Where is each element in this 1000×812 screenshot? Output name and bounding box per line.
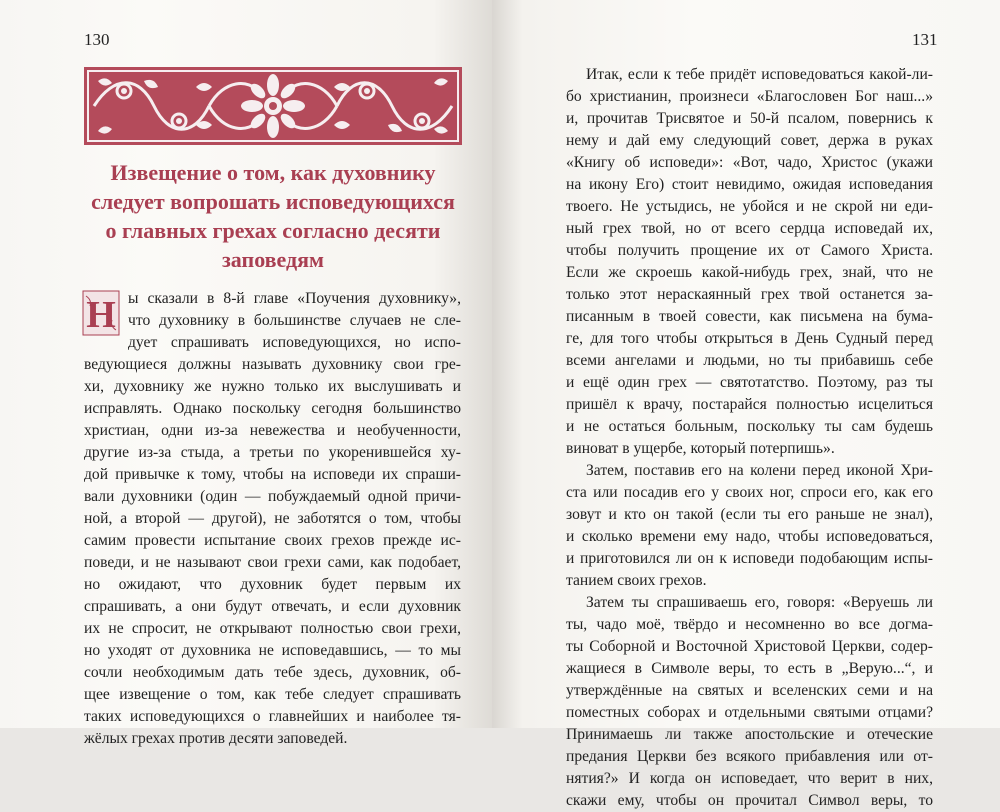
text-line: вали духовники (один — побуждаемый одной причи-	[84, 488, 461, 505]
text-line: твоего. Не устыдись, не убойся и не скрой ни еди-	[566, 198, 933, 215]
text-line: на икону Его) стоит невидимо, ожидая исповедания	[566, 176, 933, 193]
text-line: нятия?» И когда он исповедает, что верит в них,	[566, 770, 933, 787]
text-line: поместных соборах и отдельными святыми отцами?	[566, 704, 933, 721]
text-line: и, прочитав Трисвятое и 50-й псалом, повернись к	[566, 110, 933, 127]
text-line: и приготовился ли он к исповеди подобающим испы-	[566, 550, 933, 567]
text-line: ный грех твой, но от всего сердца исповедай их,	[566, 220, 933, 237]
text-line: и ещё один грех — святотатство. Поэтому, раз ты	[566, 374, 933, 391]
text-line: ной, а второй — другой), не заботятся о том, чтобы	[84, 510, 461, 527]
text-line: и сколько времени ему надо, чтобы исповедоваться,	[566, 528, 933, 545]
text-line: виноват в ущербе, который потерпишь».	[566, 440, 835, 457]
text-line: предания Церкви без всякого прибавления или от-	[566, 748, 933, 765]
text-line: самим провести испытание своих грехов прежде ис-	[84, 532, 461, 549]
text-line: другие из-за стыда, а третьи по укоренившейся ху-	[84, 444, 461, 461]
text-line: «Книгу об исповеди»: «Вот, чадо, Христос (укажи	[566, 154, 933, 171]
text-line: нему и дай ему следующий совет, держа в руках	[566, 132, 933, 149]
text-line: спрашивать, а они будут отвечать, и если духовник	[84, 598, 461, 615]
text-line: исправлять. Однако поскольку сегодня большинство	[84, 400, 461, 417]
text-line: таких исповедующихся о главнейших и наиболее тя-	[84, 708, 461, 725]
text-line: ы сказали в 8-й главе «Поучения духовнику»,	[128, 290, 461, 307]
text-line: щее извещение о том, как тебе следует спрашивать	[84, 686, 461, 703]
text-line: писанным в твоей совести, как письмена на бума-	[566, 308, 933, 325]
text-line: но уходят от духовника не исповедавшись, — то мы	[84, 642, 461, 659]
text-line: пришёл к врачу, постарайся полностью исцелиться	[566, 396, 933, 413]
text-line: их не спросит, не открывают полностью свои грехи,	[84, 620, 461, 637]
text-line: дует спрашивать исповедующихся, но испо-	[128, 334, 461, 351]
text-line: зовут и кто он такой (если ты его раньше не знал),	[566, 506, 933, 523]
text-line: бо христианин, произнеси «Благословен Бог наш...»	[566, 88, 933, 105]
text-line: поведи, и не называют свои грехи сами, как подобает,	[84, 554, 461, 571]
text-line: Принимаешь ли также апостольские и отеческие	[566, 726, 933, 743]
text-line: ты Соборной и Восточной Христовой Церкви, содер-	[566, 638, 933, 655]
drop-cap-glyph: Н	[86, 294, 116, 336]
text-line: Затем ты спрашиваешь его, говоря: «Веруешь ли	[586, 594, 933, 611]
text-line: ведующиеся должны называть духовнику свои гре-	[84, 356, 461, 373]
page-number-right: 131	[912, 30, 938, 49]
text-line: что духовнику в большинстве случаев не сле-	[128, 312, 461, 329]
ornamental-header-band	[84, 67, 462, 145]
text-line: всеми ангелами и людьми, но ты прибавишь себе	[566, 352, 933, 369]
text-line: хи, духовнику же нужно только их выслушивать и	[84, 378, 461, 395]
text-line: христиан, одни из-за невежества и необученности,	[84, 422, 461, 439]
text-line: ста или посадив его у своих ног, спроси его, как его	[566, 484, 933, 501]
text-line: чтобы получить прощение их от Самого Христа.	[566, 242, 933, 259]
text-line: Итак, если к тебе придёт исповедоваться какой-ли-	[586, 66, 933, 83]
right-page-body	[566, 64, 933, 812]
chapter-title	[70, 158, 476, 274]
text-line: только этот нераскаянный грех твой останется за-	[566, 286, 933, 303]
left-page-body	[84, 288, 461, 750]
text-line: ге, для того чтобы открыться в День Судный перед	[566, 330, 933, 347]
chapter-title-line: о главных грехах согласно десяти	[105, 218, 441, 243]
text-line: жёлых грехах против десяти заповедей.	[84, 730, 348, 747]
floral-ornament-icon	[84, 67, 462, 145]
text-line: Затем, поставив его на колени перед иконой Хри-	[586, 462, 933, 479]
text-line: утверждённые на святых и вселенских семи и на	[566, 682, 933, 699]
text-line: жащиеся в Символе веры, то есть в „Верую...“, и	[566, 660, 933, 677]
text-line: танием своих грехов.	[566, 572, 707, 589]
text-line: сочли необходимым дать тебе здесь, духовник, об-	[84, 664, 461, 681]
chapter-title-line: Извещение о том, как духовнику	[110, 160, 436, 185]
chapter-title-line: следует вопрошать исповедующихся	[91, 189, 455, 214]
text-line: ты, чадо моё, твёрдо и несомненно во все догма-	[566, 616, 933, 633]
text-line: скажи ему, чтобы он прочитал Символ веры, то	[566, 792, 933, 809]
text-line: но ожидают, что духовник будет первым их	[84, 576, 461, 593]
text-line: дой привычке к тому, чтобы на исповеди их спраши-	[84, 466, 461, 483]
text-line: Если же скроешь какой-нибудь грех, знай, что не	[566, 264, 933, 281]
page-number-left: 130	[84, 30, 110, 49]
chapter-title-line: заповедям	[221, 247, 325, 272]
text-line: и не остаться больным, поскольку ты сам будешь	[566, 418, 933, 435]
